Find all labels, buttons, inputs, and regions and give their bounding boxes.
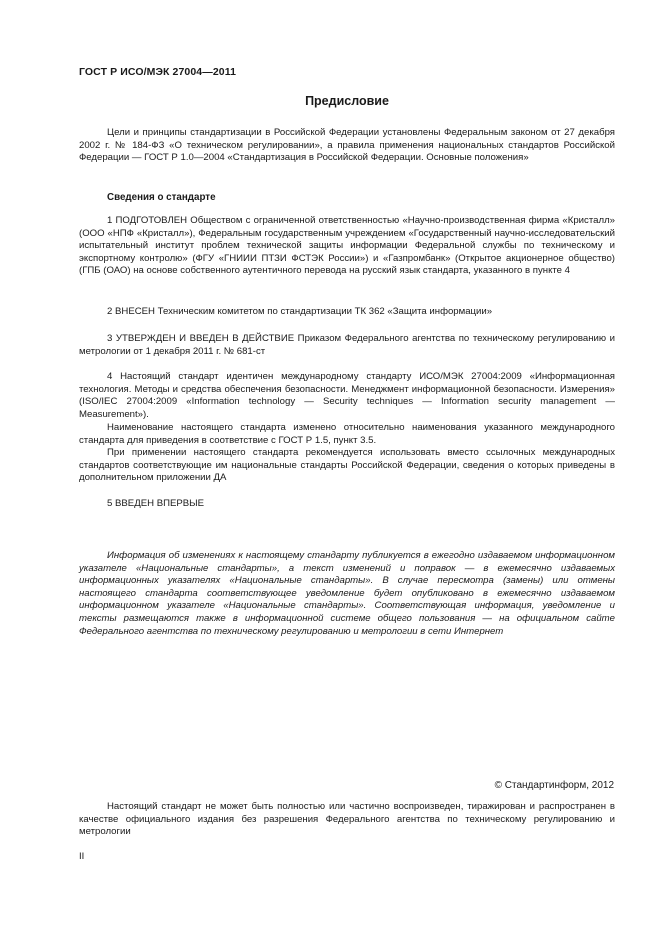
page-header: ГОСТ Р ИСО/МЭК 27004—2011	[79, 66, 237, 78]
item-5-paragraph: 5 ВВЕДЕН ВПЕРВЫЕ	[107, 498, 205, 509]
item-2-paragraph: 2 ВНЕСЕН Техническим комитетом по стандартизации ТК 362 «Защита информации»	[107, 306, 493, 317]
page-title: Предисловие	[305, 94, 389, 108]
item-4-paragraph: 4 Настоящий стандарт идентичен международному стандарту ИСО/МЭК 27004:2009 «Информационная технология. Методы и средства обеспечения безопасности. Менеджмент информационной безопасности. Измерения» (ISO/IEC 27004:2009 «Information technology — Security techniques — Information security management — Measurement»).	[79, 371, 615, 420]
item-3-paragraph: 3 УТВЕРЖДЕН И ВВЕДЕН В ДЕЙСТВИЕ Приказом Федерального агентства по техническому регулированию и метрологии от 1 декабря 2011 г. № 681-ст	[79, 333, 615, 357]
notice-paragraph: Информация об изменениях к настоящему стандарту публикуется в ежегодно издаваемом информационном указателе «Национальные стандарты», а текст изменений и поправок — в ежемесячно издаваемых информационных указателях «Национальные стандарты». В случае пересмотра (замены) или отмены настоящего стандарта соответствующее уведомление будет опубликовано в ежемесячно издаваемом информационном указателе «Национальные стандарты». Соответствующая информация, уведомление и тексты размещаются также в информационной системе общего пользования — на официальном сайте Федерального агентства по техническому регулированию и метрологии в сети Интернет	[79, 550, 615, 637]
item-4-references-paragraph: При применении настоящего стандарта рекомендуется использовать вместо ссылочных международных стандартов соответствующие им национальные стандарты Российской Федерации, сведения о которых приведены в дополнительном приложении ДА	[79, 447, 615, 484]
rights-paragraph: Настоящий стандарт не может быть полностью или частично воспроизведен, тиражирован и распространен в качестве официального издания без разрешения Федерального агентства по техническому регулированию и метрологии	[79, 801, 615, 838]
page-number: II	[79, 851, 85, 862]
intro-paragraph: Цели и принципы стандартизации в Российской Федерации установлены Федеральным законом от 27 декабря 2002 г. № 184-ФЗ «О техническом регулировании», а правила применения национальных стандартов Российской Федерации — ГОСТ Р 1.0—2004 «Стандартизация в Российской Федерации. Основные положения»	[79, 127, 615, 164]
item-4-rename-paragraph: Наименование настоящего стандарта изменено относительно наименования указанного международного стандарта для приведения в соответствие с ГОСТ Р 1.5, пункт 3.5.	[79, 422, 615, 446]
section-subheading: Сведения о стандарте	[107, 192, 216, 203]
item-1-paragraph: 1 ПОДГОТОВЛЕН Обществом с ограниченной ответственностью «Научно-производственная фирма «Кристалл» (ООО «НПФ «Кристалл»), Федеральным государственным учреждением «Государственный научно-исследовательский испытательный институт проблем технической защиты информации Федеральной службы по техническому и экспортному контролю» (ФГУ «ГНИИИ ПТЗИ ФСТЭК России») и «Газпромбанк» (Открытое акционерное общество) (ГПБ (ОАО) на основе собственного аутентичного перевода на русский язык стандарта, указанного в пункте 4	[79, 215, 615, 277]
copyright-line: © Стандартинформ, 2012	[494, 780, 614, 791]
